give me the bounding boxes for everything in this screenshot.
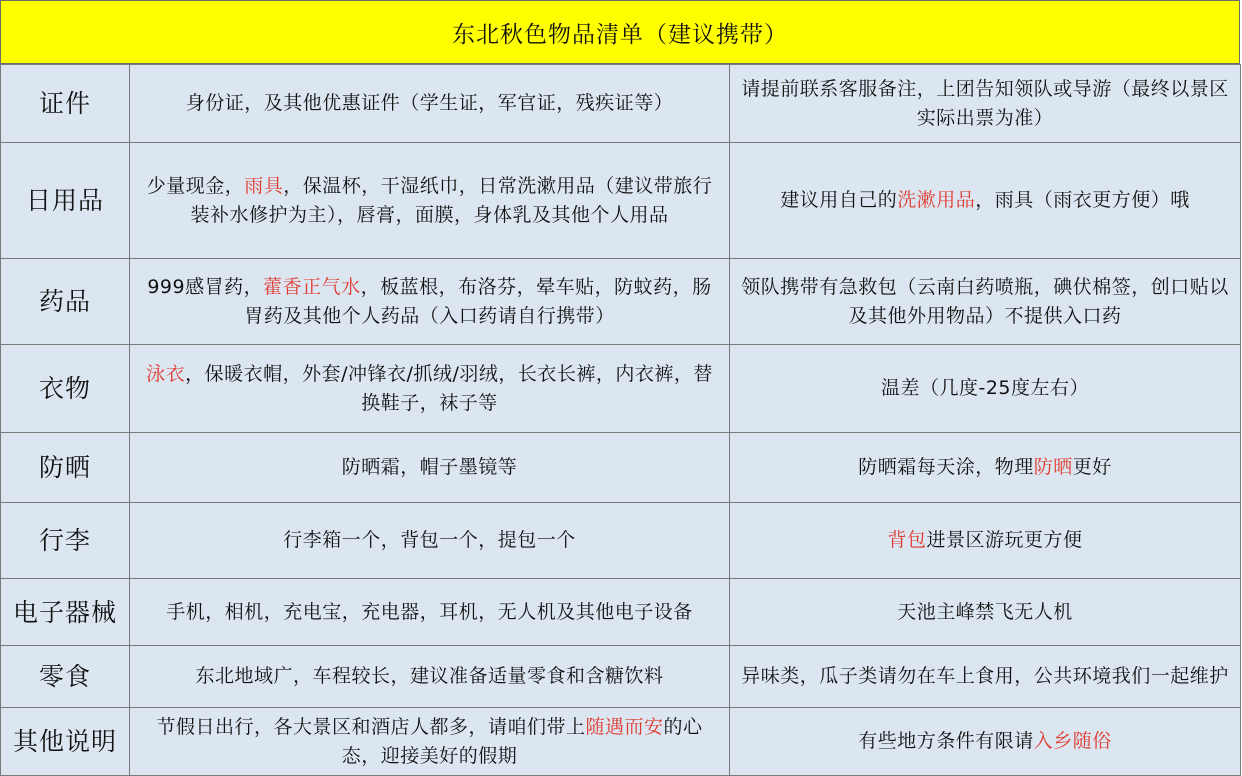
notes-cell <box>730 65 1241 143</box>
category-cell: 行李 <box>1 503 130 579</box>
highlighted-text: 洗漱用品 <box>897 189 976 211</box>
highlighted-text: 入乡随俗 <box>1033 730 1112 752</box>
cell-text: 异味类，瓜子类请勿在车上食用，公共环境我们一起维护 <box>741 665 1229 687</box>
notes-cell <box>730 143 1241 259</box>
cell-text: 温差（几度-25度左右） <box>880 377 1090 399</box>
cell-text: 请提前联系客服备注，上团告知领队或导游（最终以景区实际出票为准） <box>741 77 1229 129</box>
highlighted-text: 随遇而安 <box>585 715 664 738</box>
items-cell <box>130 345 730 433</box>
notes-cell <box>730 708 1241 776</box>
table-row <box>1 646 1241 708</box>
cell-text: 东北地域广，车程较长，建议准备适量零食和含糖饮料 <box>195 665 664 687</box>
cell-text: 防晒霜每天涂，物理 <box>858 456 1034 478</box>
notes-cell <box>730 579 1241 646</box>
cell-text: 999感冒药， <box>147 275 264 298</box>
notes-cell <box>730 503 1241 579</box>
items-cell <box>130 646 730 708</box>
items-cell <box>130 143 730 259</box>
cell-text: 更好 <box>1072 456 1112 478</box>
cell-text: 的心态，迎接美好的假期 <box>341 715 703 767</box>
table-row <box>1 579 1241 646</box>
table-row <box>1 503 1241 579</box>
category-cell: 日用品 <box>1 143 130 259</box>
notes-cell <box>730 345 1241 433</box>
cell-text: 身份证，及其他优惠证件（学生证，军官证，残疾证等） <box>185 92 674 114</box>
notes-cell <box>730 433 1241 503</box>
items-cell <box>130 579 730 646</box>
cell-text: 建议用自己的 <box>780 189 898 211</box>
cell-text: ，板蓝根，布洛芬，晕车贴，防蚊药，肠胃药及其他个人药品（入口药请自行携带） <box>244 275 712 327</box>
cell-text: 进景区游玩更方便 <box>926 529 1083 551</box>
cell-text: 少量现金， <box>146 174 245 197</box>
cell-text: 领队携带有急救包（云南白药喷瓶，碘伏棉签，创口贴以及其他外用物品）不提供入口药 <box>741 275 1229 327</box>
highlighted-text: 藿香正气水 <box>263 275 361 298</box>
highlighted-text: 背包 <box>887 529 927 551</box>
table-row <box>1 143 1241 259</box>
table-row <box>1 708 1241 776</box>
category-cell: 防晒 <box>1 433 130 503</box>
items-cell <box>130 708 730 776</box>
cell-text: ，雨具（雨衣更方便）哦 <box>975 189 1190 211</box>
cell-text: 有些地方条件有限请 <box>858 730 1034 752</box>
highlighted-text: 雨具 <box>244 174 284 197</box>
table-row <box>1 65 1241 143</box>
items-cell <box>130 433 730 503</box>
highlighted-text: 泳衣 <box>146 362 186 385</box>
cell-text: ，保暖衣帽，外套/冲锋衣/抓绒/羽绒，长衣长裤，内衣裤，替换鞋子，袜子等 <box>185 362 713 414</box>
cell-text: 天池主峰禁飞无人机 <box>897 600 1073 623</box>
category-cell: 电子器械 <box>1 579 130 646</box>
notes-cell <box>730 646 1241 708</box>
items-cell <box>130 259 730 345</box>
items-cell <box>130 65 730 143</box>
cell-text: ，保温杯，干湿纸巾，日常洗漱用品（建议带旅行装补水修护为主），唇膏，面膜，身体乳及其他个人用品 <box>190 174 713 226</box>
table-row <box>1 433 1241 503</box>
category-cell: 其他说明 <box>1 708 130 776</box>
category-cell: 零食 <box>1 646 130 708</box>
category-cell: 药品 <box>1 259 130 345</box>
packing-list-table <box>0 64 1241 776</box>
highlighted-text: 防晒 <box>1033 456 1073 478</box>
table-row <box>1 259 1241 345</box>
items-cell <box>130 503 730 579</box>
cell-text: 手机，相机，充电宝，充电器，耳机，无人机及其他电子设备 <box>166 600 693 623</box>
category-cell: 衣物 <box>1 345 130 433</box>
table-row <box>1 345 1241 433</box>
cell-text: 节假日出行，各大景区和酒店人都多，请咱们带上 <box>156 715 586 738</box>
category-cell: 证件 <box>1 65 130 143</box>
cell-text: 防晒霜，帽子墨镜等 <box>341 456 518 478</box>
sheet-title: 东北秋色物品清单（建议携带） <box>0 0 1240 64</box>
notes-cell <box>730 259 1241 345</box>
cell-text: 行李箱一个，背包一个，提包一个 <box>283 529 576 551</box>
